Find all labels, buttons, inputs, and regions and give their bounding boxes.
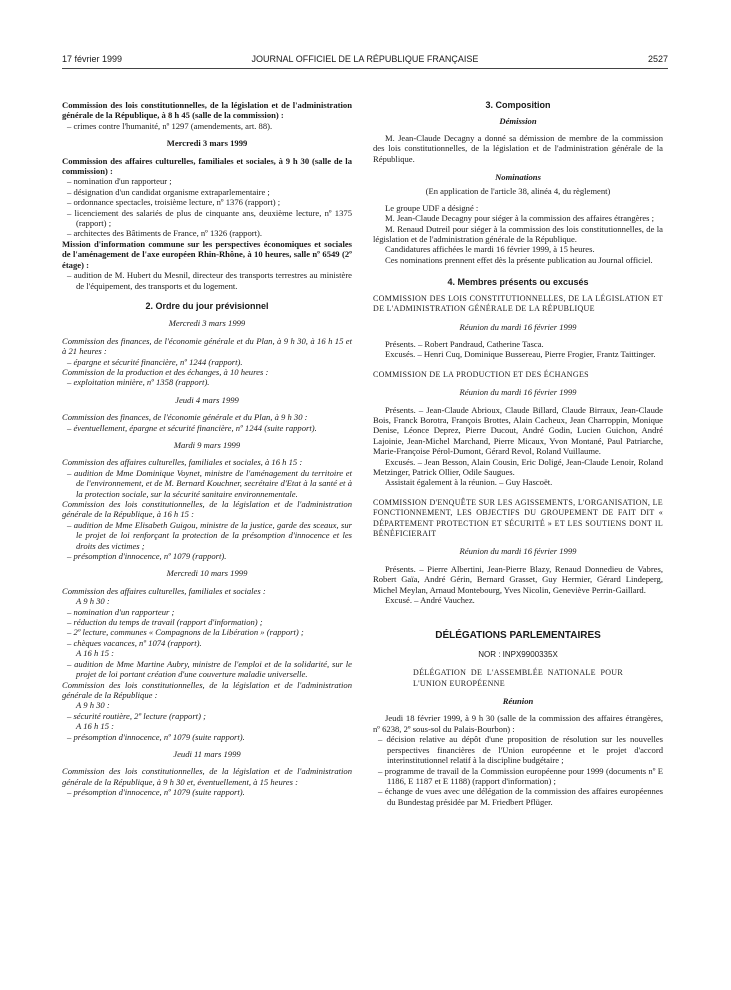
agenda-item: – épargne et sécurité financière, nº 1244 (rapport). <box>67 356 243 367</box>
agenda-entry: Commission des finances, de l'économie générale et du Plan, à 9 h 30 : <box>62 412 308 423</box>
time-heading: A 9 h 30 : <box>76 700 110 711</box>
paragraph: Le groupe UDF a désigné : <box>385 202 479 213</box>
time-heading: A 16 h 15 : <box>76 648 115 659</box>
agenda-item: – présomption d'innocence, nº 1079 (rapport). <box>67 551 227 562</box>
agenda-entry: Commission des finances, de l'économie générale et du Plan, à 9 h 30, à 16 h 15 et à 21 heures : <box>62 335 352 357</box>
agenda-item: – éventuellement, épargne et sécurité financière, nº 1244 (suite rapport). <box>67 422 317 433</box>
agenda-entry: Commission des lois constitutionnelles, de la législation et de l'administration générale de la République, à 8 h 45 (salle de la commission) : <box>62 100 352 121</box>
paragraph: Jeudi 18 février 1999, à 9 h 30 (salle de la commission des affaires étrangères, nº 6238, 2º sous-sol du Palais-Bourbon) : <box>373 713 663 734</box>
date-heading: Mercredi 3 mars 1999 <box>166 138 248 149</box>
meeting-date: Réunion du mardi 16 février 1999 <box>459 321 577 332</box>
agenda-item: – décision relative au dépôt d'une proposition de résolution sur les nouvelles perspectives financières de l'Union européenne et le projet d'accord interinstitutionnel relatif à la discipline budgétaire ; <box>378 734 663 766</box>
left-column <box>62 100 352 798</box>
attendance-excused: Excusés. – Jean Besson, Alain Cousin, Eric Doligé, Jean-Claude Lenoir, Roland Metzinger, Patrick Ollier, Odile Saugues. <box>373 456 663 477</box>
header-page-number: 2527 <box>647 54 668 64</box>
agenda-item: – architectes des Bâtiments de France, nº 1326 (rapport). <box>67 228 263 239</box>
attendance-present: Présents. – Jean-Claude Abrioux, Claude Billard, Claude Birraux, Jean-Claude Bois, Franck Borotra, François Brottes, Alain Cacheux, Jean Charroppin, Monique Denise, Léonce Deprez, Pierre Ducout, André Godin, Lucien Guichon, André Lajoinie, Jean-Michel Marchand, Pierre Micaux, Yvon Montané, Paul Patriarche, Marie-Françoise Pérol-Dumont, Gérard Revol, Roland Vuillaume. <box>373 404 663 457</box>
paragraph: M. Jean-Claude Decagny pour siéger à la commission des affaires étrangères ; <box>385 213 655 224</box>
agenda-item: – chèques vacances, nº 1074 (rapport). <box>67 637 202 648</box>
agenda-item: – audition de Mme Dominique Voynet, ministre de l'aménagement du territoire et de l'environnement, et de M. Bernard Kouchner, secrétaire d'Etat à la santé et à la protection sociale, sur la sécurité sanitaire environnementale. <box>67 467 352 499</box>
agenda-entry: Commission des lois constitutionnelles, de la législation et de l'administration générale de la République : <box>62 679 352 700</box>
delegation-name: DÉLÉGATION DE L'ASSEMBLÉE NATIONALE POUR L'UNION EUROPÉENNE <box>413 668 623 688</box>
attendance-excused: Excusés. – Henri Cuq, Dominique Bussereau, Pierre Frogier, Frantz Taittinger. <box>385 349 656 360</box>
agenda-item: – licenciement des salariés de plus de cinquante ans, deuxième lecture, nº 1375 (rapport) ; <box>67 207 352 229</box>
attendance-other: Assistait également à la réunion. – Guy Hascoët. <box>385 477 553 488</box>
agenda-entry: Commission des affaires culturelles, familiales et sociales : <box>62 585 266 596</box>
agenda-item: – programme de travail de la Commission européenne pour 1999 (documents nº E 1186, E 1187 et E 1188) (rapport d'information) ; <box>378 765 663 786</box>
agenda-entry: Commission des lois constitutionnelles, de la législation et de l'administration générale de la République, à 9 h 30 et, éventuellement, à 15 heures : <box>62 766 352 787</box>
meeting-date: Réunion du mardi 16 février 1999 <box>459 387 577 398</box>
agenda-entry: Commission des lois constitutionnelles, de la législation et de l'administration générale de la République, à 16 h 15 : <box>62 499 352 520</box>
agenda-item: – exploitation minière, nº 1358 (rapport). <box>67 377 210 388</box>
paragraph: Candidatures affichées le mardi 16 février 1999, à 15 heures. <box>385 244 595 255</box>
paragraph: M. Jean-Claude Decagny a donné sa démission de membre de la commission des lois constitutionnelles, de la législation et de l'administration générale de la République. <box>373 132 663 164</box>
commission-name: COMMISSION DE LA PRODUCTION ET DES ÉCHANGES <box>373 369 589 379</box>
agenda-entry: Commission des affaires culturelles, familiales et sociales, à 16 h 15 : <box>62 457 303 468</box>
attendance-present: Présents. – Robert Pandraud, Catherine Tasca. <box>385 338 544 349</box>
agenda-item: – sécurité routière, 2º lecture (rapport) ; <box>67 710 206 721</box>
agenda-item: – audition de Mme Martine Aubry, ministre de l'emploi et de la solidarité, sur le projet de loi portant création d'une couverture maladie universelle. <box>67 658 352 680</box>
nor-reference: NOR : INPX9900335X <box>478 649 558 659</box>
agenda-entry: Mission d'information commune sur les perspectives économiques et sociales de l'aménagement de l'axe européen Rhin-Rhône, à 10 heures, salle nº 6549 (2º étage) : <box>62 238 352 270</box>
agenda-item: – nomination d'un rapporteur ; <box>67 176 172 187</box>
agenda-item: – désignation d'un candidat organisme extraparlementaire ; <box>67 186 270 197</box>
section-heading: 2. Ordre du jour prévisionnel <box>145 300 269 311</box>
agenda-item: – présomption d'innocence, nº 1079 (suite rapport). <box>67 787 245 798</box>
section-heading: 3. Composition <box>485 100 551 110</box>
agenda-item: – présomption d'innocence, nº 1079 (suite rapport). <box>67 731 245 742</box>
subsection-heading: Démission <box>499 116 537 127</box>
agenda-item: – 2º lecture, communes « Compagnons de la Libération » (rapport) ; <box>67 627 304 638</box>
attendance-excused: Excusé. – André Vauchez. <box>385 595 475 606</box>
date-heading: Jeudi 11 mars 1999 <box>173 748 241 759</box>
header-rule <box>62 68 668 69</box>
commission-name: COMMISSION DES LOIS CONSTITUTIONNELLES, DE LA LÉGISLATION ET DE L'ADMINISTRATION GÉNÉRALE DE LA RÉPUBLIQUE <box>373 293 663 314</box>
agenda-entry: Commission de la production et des échanges, à 10 heures : <box>62 366 269 377</box>
agenda-entry: Commission des affaires culturelles, familiales et sociales, à 9 h 30 (salle de la commission) : <box>62 155 352 177</box>
agenda-item: – audition de M. Hubert du Mesnil, directeur des transports terrestres au ministère de l'équipement, des transports et du logement. <box>67 270 352 291</box>
agenda-item: – audition de Mme Elisabeth Guigou, ministre de la justice, garde des sceaux, sur le projet de loi renforçant la protection de la présomption d'innocence et les droits des victimes ; <box>67 519 352 551</box>
date-heading: Mercredi 10 mars 1999 <box>166 568 248 579</box>
paragraph: M. Renaud Dutreil pour siéger à la commission des lois constitutionnelles, de la législation et de l'administration générale de la République. <box>373 223 663 245</box>
agenda-item: – réduction du temps de travail (rapport d'information) ; <box>67 617 263 628</box>
time-heading: A 16 h 15 : <box>76 721 115 732</box>
page-header <box>62 54 668 66</box>
header-journal-title: JOURNAL OFFICIEL DE LA RÉPUBLIQUE FRANÇAISE <box>251 54 479 64</box>
date-heading: Mardi 9 mars 1999 <box>173 439 241 450</box>
agenda-item: – échange de vues avec une délégation de la commission des affaires européennes du Bundestag présidée par M. Friedbert Pflüger. <box>378 786 663 807</box>
commission-name: COMMISSION D'ENQUÊTE SUR LES AGISSEMENTS, L'ORGANISATION, LE FONCTIONNEMENT, LES OBJECTIFS DU GROUPEMENT DE FAIT DIT « DÉPARTEMENT PROTECTION ET SÉCURITÉ » ET LES SOUTIENS DONT IL BÉNÉFICIERAIT <box>373 497 663 538</box>
subsection-heading: Nominations <box>495 172 541 183</box>
section-heading: 4. Membres présents ou excusés <box>447 277 589 288</box>
time-heading: A 9 h 30 : <box>76 596 110 607</box>
paragraph: (En application de l'article 38, alinéa 4, du règlement) <box>425 186 611 197</box>
agenda-item: – nomination d'un rapporteur ; <box>67 606 175 617</box>
meeting-date: Réunion du mardi 16 février 1999 <box>459 546 577 557</box>
date-heading: Jeudi 4 mars 1999 <box>175 394 239 405</box>
meeting-heading: Réunion <box>502 696 534 707</box>
delegations-title: DÉLÉGATIONS PARLEMENTAIRES <box>435 630 601 642</box>
header-date: 17 février 1999 <box>62 54 123 64</box>
date-heading: Mercredi 3 mars 1999 <box>168 318 246 329</box>
right-column <box>373 100 663 807</box>
paragraph: Ces nominations prennent effet dès la présente publication au Journal officiel. <box>385 254 653 265</box>
agenda-item: – ordonnance spectacles, troisième lecture, nº 1376 (rapport) ; <box>67 197 281 208</box>
attendance-present: Présents. – Pierre Albertini, Jean-Pierre Blazy, Renaud Donnedieu de Vabres, Robert Gaïa, André Gérin, Bernard Grasset, Guy Hermier, Gérard Lindeperg, Michel Meylan, Arnaud Montebourg, Yves Nicolin, Geneviève Perrin-Gaillard. <box>373 563 663 595</box>
agenda-item: – crimes contre l'humanité, nº 1297 (amendements, art. 88). <box>67 120 273 131</box>
